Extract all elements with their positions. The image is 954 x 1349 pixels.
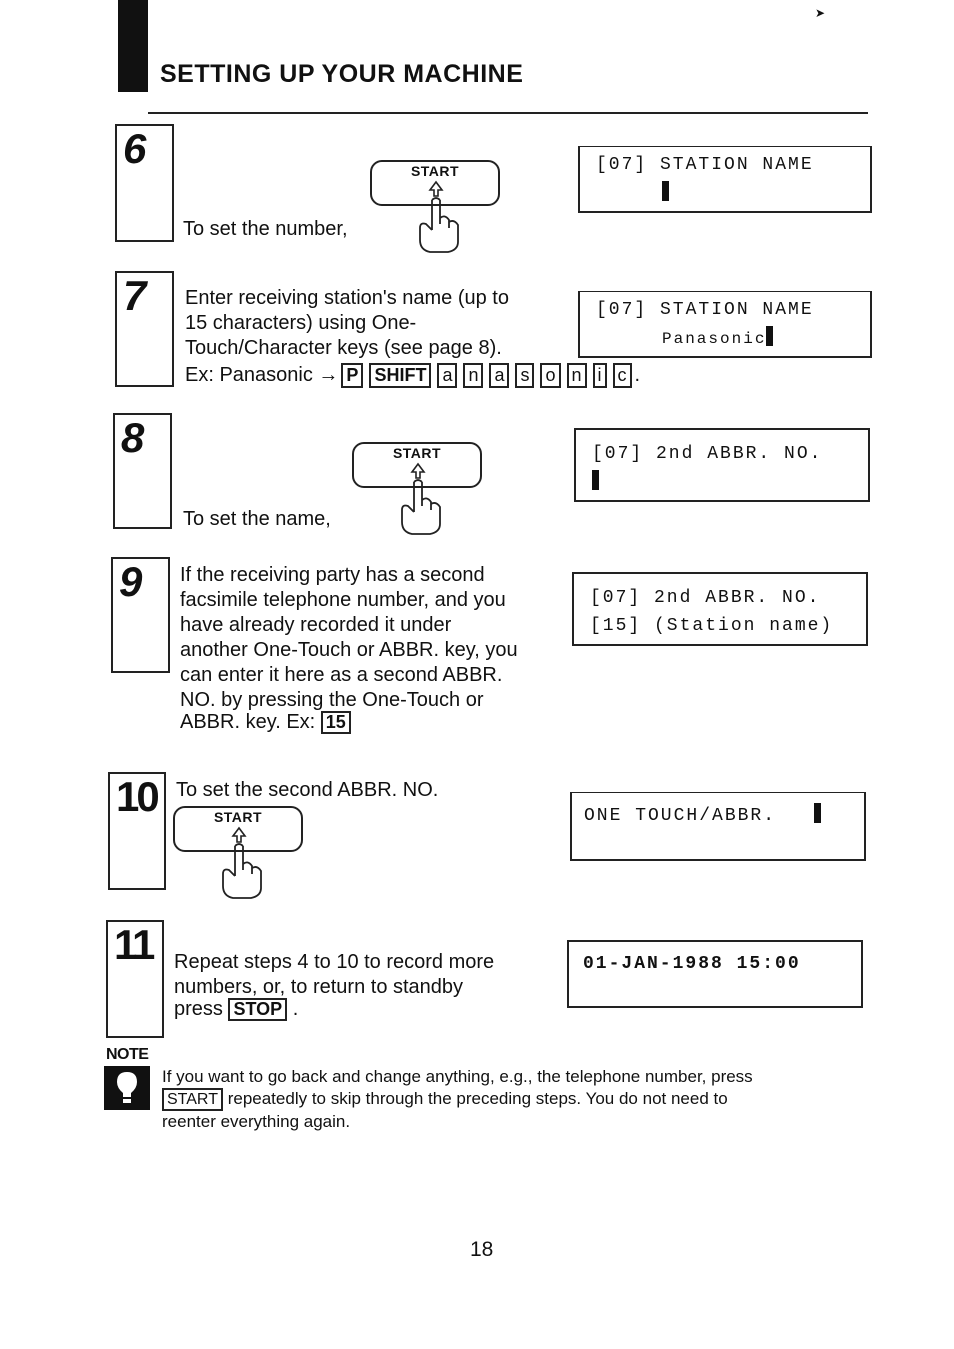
example-suffix: . xyxy=(634,364,641,386)
step-7-text-line3: Touch/Character keys (see page 8). xyxy=(185,337,502,359)
step-7-example-row xyxy=(185,363,640,388)
step-11-text-line2: numbers, or, to return to standby xyxy=(174,976,464,998)
step-10-number: 10 xyxy=(116,773,157,820)
key-i: i xyxy=(593,363,607,388)
key-start: START xyxy=(162,1088,223,1111)
note-line-1: If you want to go back and change anything, e.g., the telephone number, press xyxy=(162,1067,753,1086)
key-stop: STOP xyxy=(228,998,287,1021)
note-text xyxy=(162,1066,842,1133)
lcd-line-1-text: ONE TOUCH/ABBR. xyxy=(584,806,777,826)
step-10-lcd xyxy=(570,792,866,861)
step-8-text: To set the name, xyxy=(183,508,331,530)
step-9-text-line3: have already recorded it under xyxy=(180,614,452,636)
note-icon xyxy=(104,1066,150,1110)
step-10-start-key xyxy=(173,806,303,902)
step-11-text-line3 xyxy=(174,997,298,1022)
pressing-hand-icon xyxy=(211,824,271,900)
key-p: P xyxy=(341,363,363,388)
lcd-line-2: [15] (Station name) xyxy=(590,616,834,636)
step-6-text: To set the number, xyxy=(183,218,348,240)
step-6-number: 6 xyxy=(123,125,147,172)
key-c: c xyxy=(613,363,632,388)
step-9-text-line4: another One-Touch or ABBR. key, you xyxy=(180,639,518,661)
step-10-text: To set the second ABBR. NO. xyxy=(176,779,439,801)
key-15: 15 xyxy=(321,711,351,734)
step-9-box xyxy=(111,557,170,673)
step-6-box xyxy=(115,124,174,242)
step-7-text-line1: Enter receiving station's name (up to xyxy=(185,287,509,309)
step-8-start-key xyxy=(352,442,482,538)
step-9-last-line: ABBR. key. Ex: xyxy=(180,711,316,733)
key-shift: SHIFT xyxy=(369,363,431,388)
corner-mark-icon: ➤ xyxy=(815,6,826,20)
step-6-start-key xyxy=(370,160,500,256)
start-key-label: START xyxy=(410,163,460,179)
step-11-suffix: . xyxy=(292,998,299,1020)
key-n: n xyxy=(567,363,587,388)
step-9-text-line2: facsimile telephone number, and you xyxy=(180,589,506,611)
lcd-cursor xyxy=(814,803,821,823)
lcd-line-2-text: Panasonic xyxy=(662,330,767,348)
note-line-2 xyxy=(162,1088,842,1111)
step-9-lcd xyxy=(572,572,868,646)
key-n: n xyxy=(463,363,483,388)
note-label: NOTE xyxy=(106,1046,149,1063)
lightbulb-icon xyxy=(104,1066,150,1110)
lcd-cursor xyxy=(662,181,669,201)
start-key-label: START xyxy=(213,809,263,825)
step-7-lcd xyxy=(578,291,872,358)
lcd-line-1 xyxy=(584,803,821,826)
step-10-box xyxy=(108,772,166,890)
lcd-line-1: [07] STATION NAME xyxy=(596,300,814,320)
key-s: s xyxy=(515,363,534,388)
lcd-cursor xyxy=(766,326,773,346)
header-rule xyxy=(148,112,868,114)
step-11-lcd xyxy=(567,940,863,1008)
step-11-press: press xyxy=(174,998,223,1020)
step-8-lcd xyxy=(574,428,870,502)
lcd-line-1: [07] 2nd ABBR. NO. xyxy=(592,444,823,464)
step-9-text-line6: NO. by pressing the One-Touch or xyxy=(180,689,484,711)
note-line-2-text: repeatedly to skip through the preceding steps. You do not need to xyxy=(227,1089,728,1108)
lcd-cursor xyxy=(592,470,599,490)
note-line-3: reenter everything again. xyxy=(162,1112,351,1131)
start-key-label: START xyxy=(392,445,442,461)
step-9-text-line7 xyxy=(180,710,351,735)
step-7-number: 7 xyxy=(123,272,147,319)
step-9-number: 9 xyxy=(119,558,143,605)
step-8-box xyxy=(113,413,172,529)
key-a: a xyxy=(489,363,509,388)
step-9-text-line5: can enter it here as a second ABBR. xyxy=(180,664,503,686)
step-7-text-line2: 15 characters) using One- xyxy=(185,312,417,334)
header-bar xyxy=(118,0,148,92)
step-6-lcd xyxy=(578,146,872,213)
key-o: o xyxy=(540,363,560,388)
step-9-text-line1: If the receiving party has a second xyxy=(180,564,485,586)
lcd-line-1: [07] 2nd ABBR. NO. xyxy=(590,588,821,608)
pressing-hand-icon xyxy=(390,460,450,536)
pressing-hand-icon xyxy=(408,178,468,254)
example-prefix: Ex: Panasonic → xyxy=(185,364,339,386)
lcd-line-1: [07] STATION NAME xyxy=(596,155,814,175)
page-title: SETTING UP YOUR MACHINE xyxy=(160,60,524,88)
step-11-box xyxy=(106,920,164,1038)
step-8-number: 8 xyxy=(121,414,145,461)
page-number: 18 xyxy=(470,1238,494,1261)
lcd-line-2 xyxy=(662,326,773,348)
key-a: a xyxy=(437,363,457,388)
lcd-line-1: 01-JAN-1988 15:00 xyxy=(583,954,801,974)
step-11-number: 11 xyxy=(114,921,153,968)
step-7-box xyxy=(115,271,174,387)
step-11-text-line1: Repeat steps 4 to 10 to record more xyxy=(174,951,495,973)
